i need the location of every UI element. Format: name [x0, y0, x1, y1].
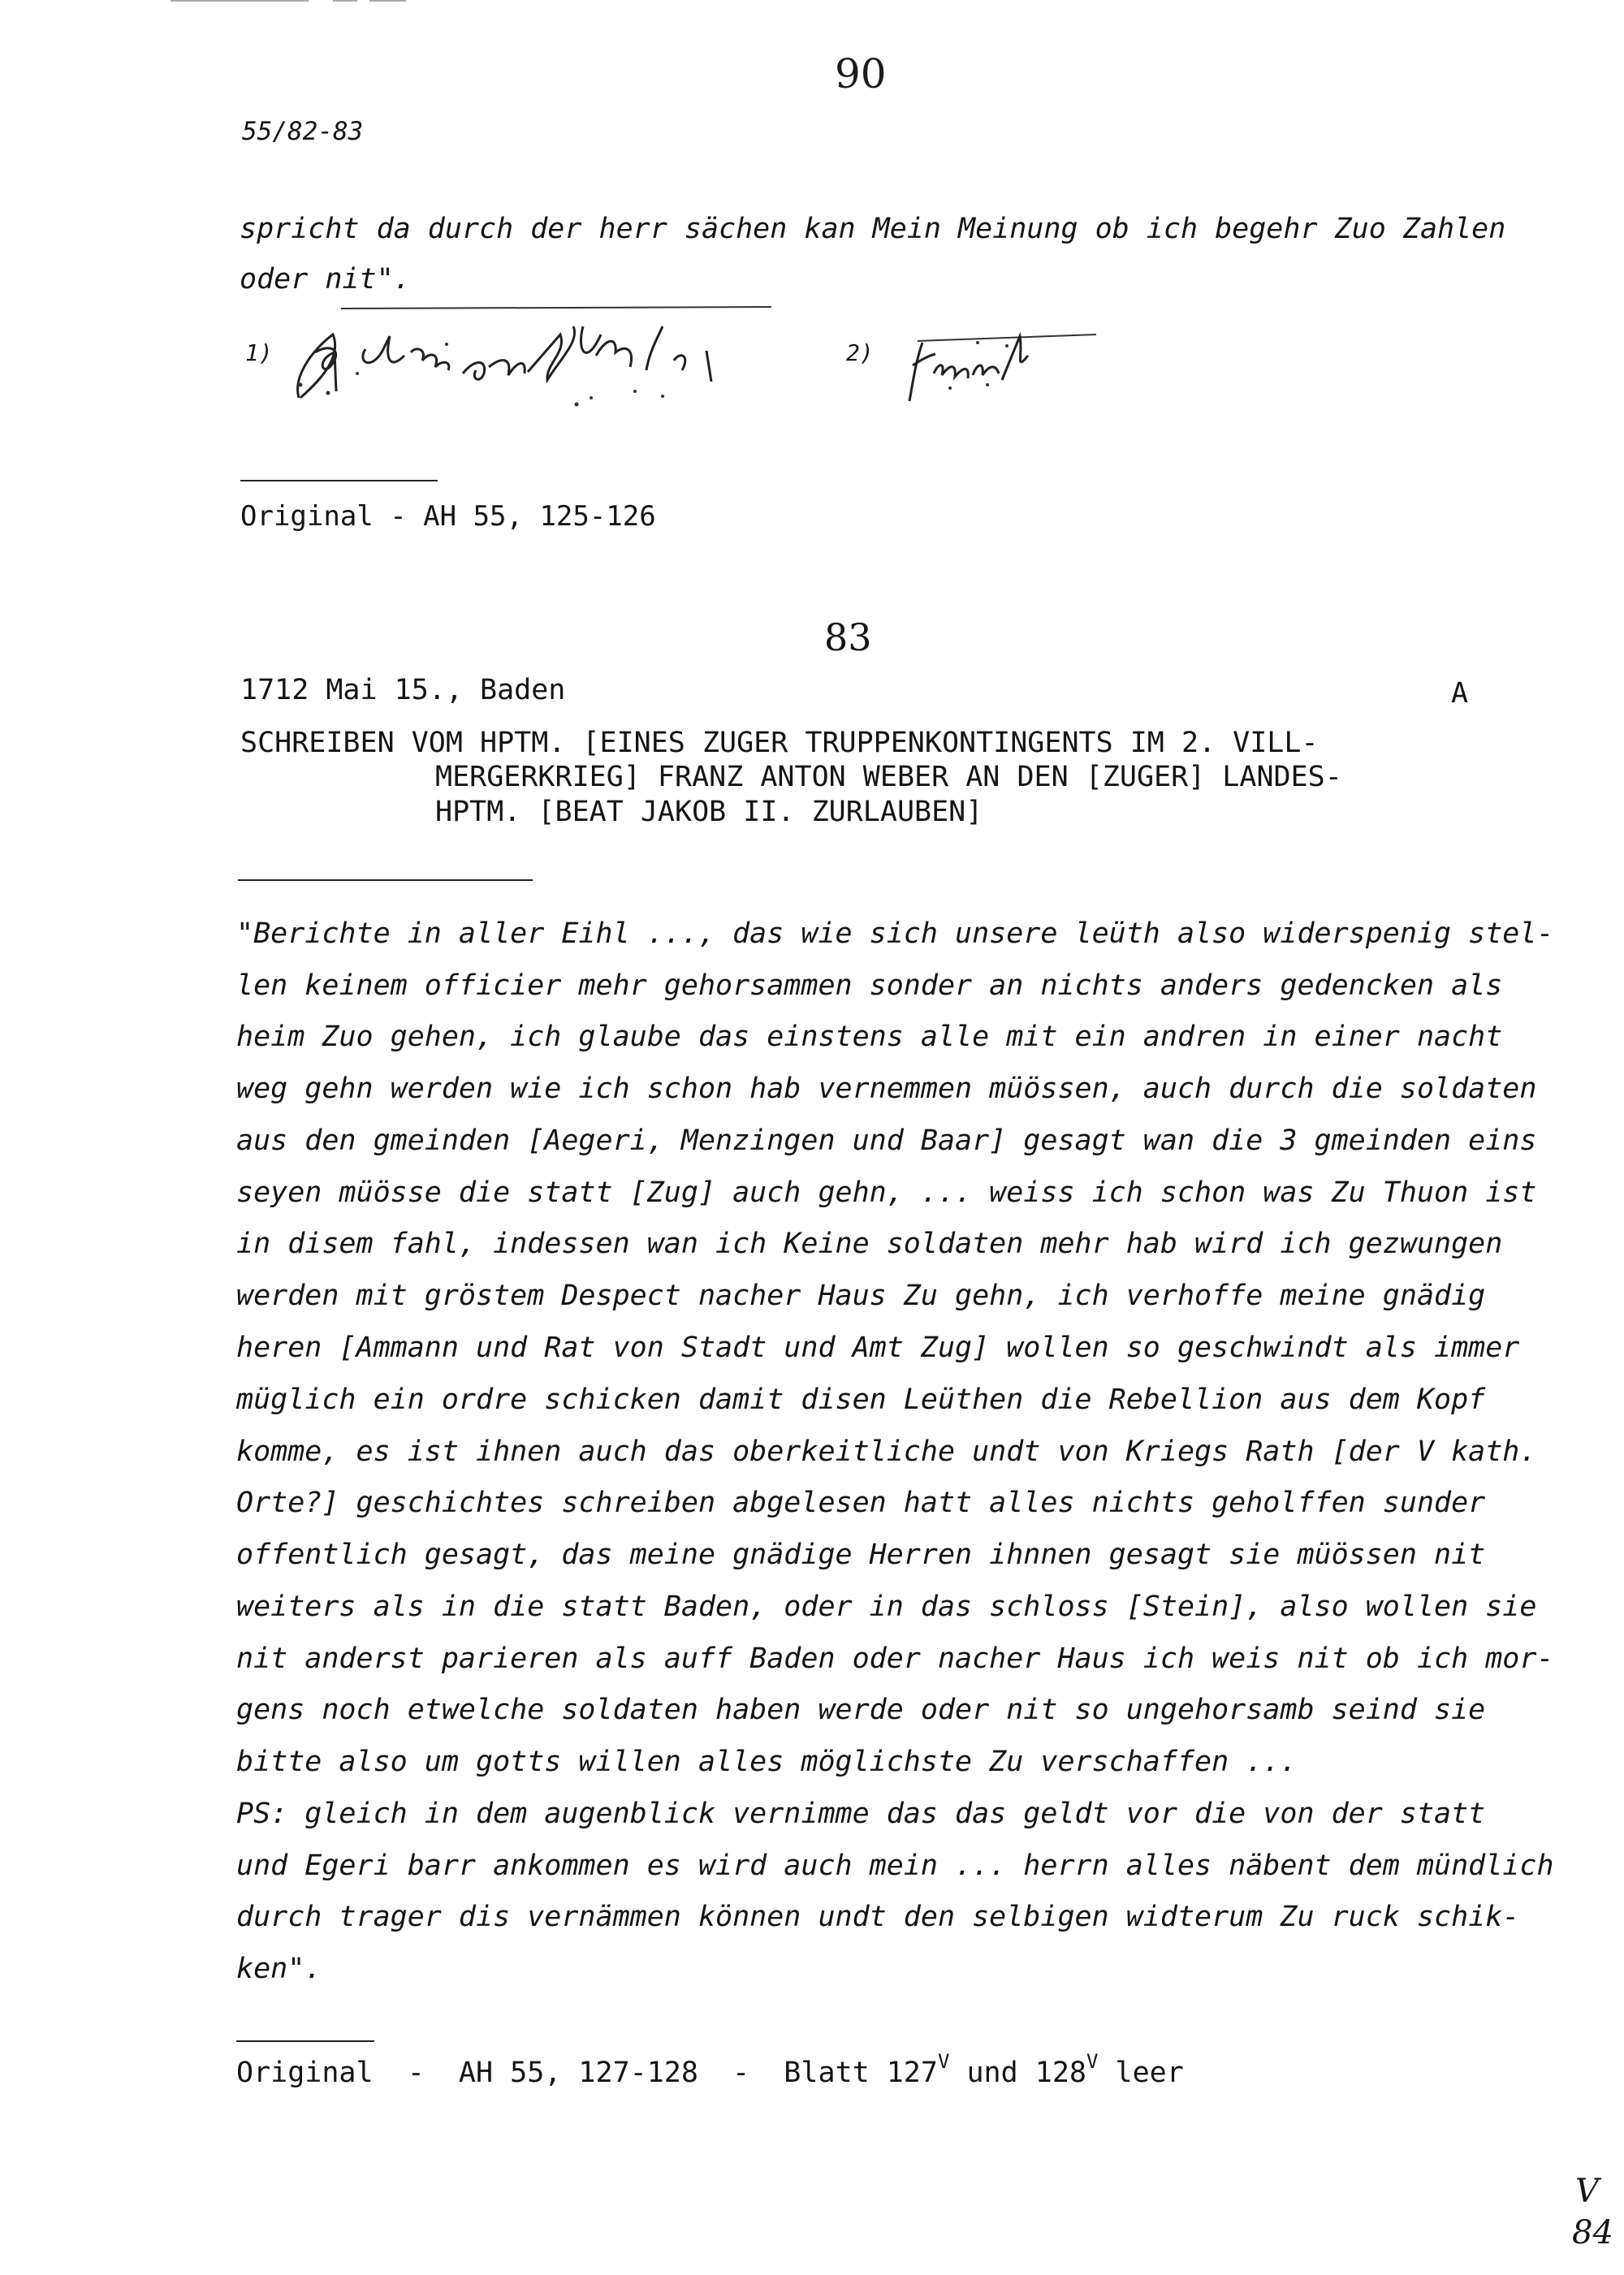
letter-line: durch trager dis vernämmen können undt den selbigen widterum Zu ruck schik-: [236, 1901, 1520, 1933]
letter-line: werden mit gröstem Despect nacher Haus Zu gehn, ich verhoffe meine gnädig: [236, 1280, 1486, 1312]
document-heading-line: MERGERKRIEG] FRANZ ANTON WEBER AN DEN [ZUGER] LANDES-: [435, 761, 1342, 793]
letter-line: heim Zuo gehen, ich glaube das einstens alle mit ein andren in einer nacht: [236, 1021, 1503, 1053]
archive-reference: 55/82-83: [242, 117, 364, 146]
signature-2-image: [885, 310, 1104, 408]
letter-line: len keinem officier mehr gehorsammen sonder an nichts anders gedencken als: [236, 969, 1503, 1002]
section-divider: [236, 2040, 374, 2042]
letter-line: und Egeri barr ankommen es wird auch mein ... herrn alles näbent dem mündlich: [236, 1850, 1554, 1882]
prev-source-reference: Original - AH 55, 125-126: [240, 500, 656, 533]
corner-check-mark: V: [1575, 2173, 1599, 2210]
letter-line: nit anderst parieren als auff Baden oder nacher Haus ich weis nit ob ich mor-: [236, 1643, 1554, 1675]
letter-line: "Berichte in aller Eihl ..., das wie sich unsere leüth also widerspenig stel-: [236, 917, 1554, 950]
prev-text-line: spricht da durch der herr sächen kan Mein Meinung ob ich begehr Zuo Zahlen: [240, 213, 1506, 245]
letter-line: offentlich gesagt, das meine gnädige Herren ihnnen gesagt sie müössen nit: [236, 1539, 1486, 1571]
document-heading-line: HPTM. [BEAT JAKOB II. ZURLAUBEN]: [435, 796, 983, 828]
letter-line: seyen müösse die statt [Zug] auch gehn, ... weiss ich schon was Zu Thuon ist: [236, 1176, 1537, 1209]
letter-line: weiters als in die statt Baden, oder in das schloss [Stein], also wollen sie: [236, 1591, 1537, 1623]
letter-line: müglich ein ordre schicken damit disen Leüthen die Rebellion aus dem Kopf: [236, 1384, 1486, 1416]
letter-line: heren [Ammann und Rat von Stadt und Amt Zug] wollen so geschwindt als immer: [236, 1332, 1520, 1364]
document-date-place: 1712 Mai 15., Baden: [240, 674, 566, 706]
section-divider: [240, 480, 438, 481]
scan-edge-mark: [171, 0, 309, 2]
letter-line: in disem fahl, indessen wan ich Keine soldaten mehr hab wird ich gezwungen: [236, 1228, 1503, 1260]
letter-line: weg gehn werden wie ich schon hab vernemmen müössen, auch durch die soldaten: [236, 1073, 1537, 1105]
letter-line: komme, es ist ihnen auch das oberkeitliche undt von Kriegs Rath [der V kath.: [236, 1435, 1537, 1468]
letter-line: gens noch etwelche soldaten haben werde oder nit so ungehorsamb seind sie: [236, 1694, 1486, 1726]
letter-line: Orte?] geschichtes schreiben abgelesen hatt alles nichts geholffen sunder: [236, 1487, 1486, 1519]
section-divider: [238, 879, 533, 881]
letter-line: PS: gleich in dem augenblick vernimme das das geldt vor die von der statt: [236, 1798, 1486, 1830]
scan-edge-mark: [333, 0, 357, 2]
document-source-reference: Original - AH 55, 127-128 - Blatt $127^V$ und $128^V$ leer: [236, 2050, 1184, 2089]
signature-2-label: 2): [846, 339, 874, 366]
prev-text-line: oder nit".: [240, 263, 411, 296]
letter-line: aus den gmeinden [Aegeri, Menzingen und Baar] gesagt wan die 3 gmeinden eins: [236, 1125, 1537, 1157]
letter-line: ken".: [236, 1953, 322, 1985]
scan-edge-mark: [369, 0, 406, 2]
handwritten-page-number: 90: [835, 50, 887, 97]
document-marker: A: [1451, 677, 1469, 710]
signature-1-label: 1): [245, 339, 273, 366]
corner-page-number: 84: [1572, 2214, 1613, 2251]
document-number: 83: [824, 615, 872, 659]
letter-line: bitte also um gotts willen alles möglichste Zu verschaffen ...: [236, 1746, 1298, 1778]
document-heading-line: SCHREIBEN VOM HPTM. [EINES ZUGER TRUPPENKONTINGENTS IM 2. VILL-: [240, 727, 1319, 759]
signature-1-image: [268, 302, 788, 416]
